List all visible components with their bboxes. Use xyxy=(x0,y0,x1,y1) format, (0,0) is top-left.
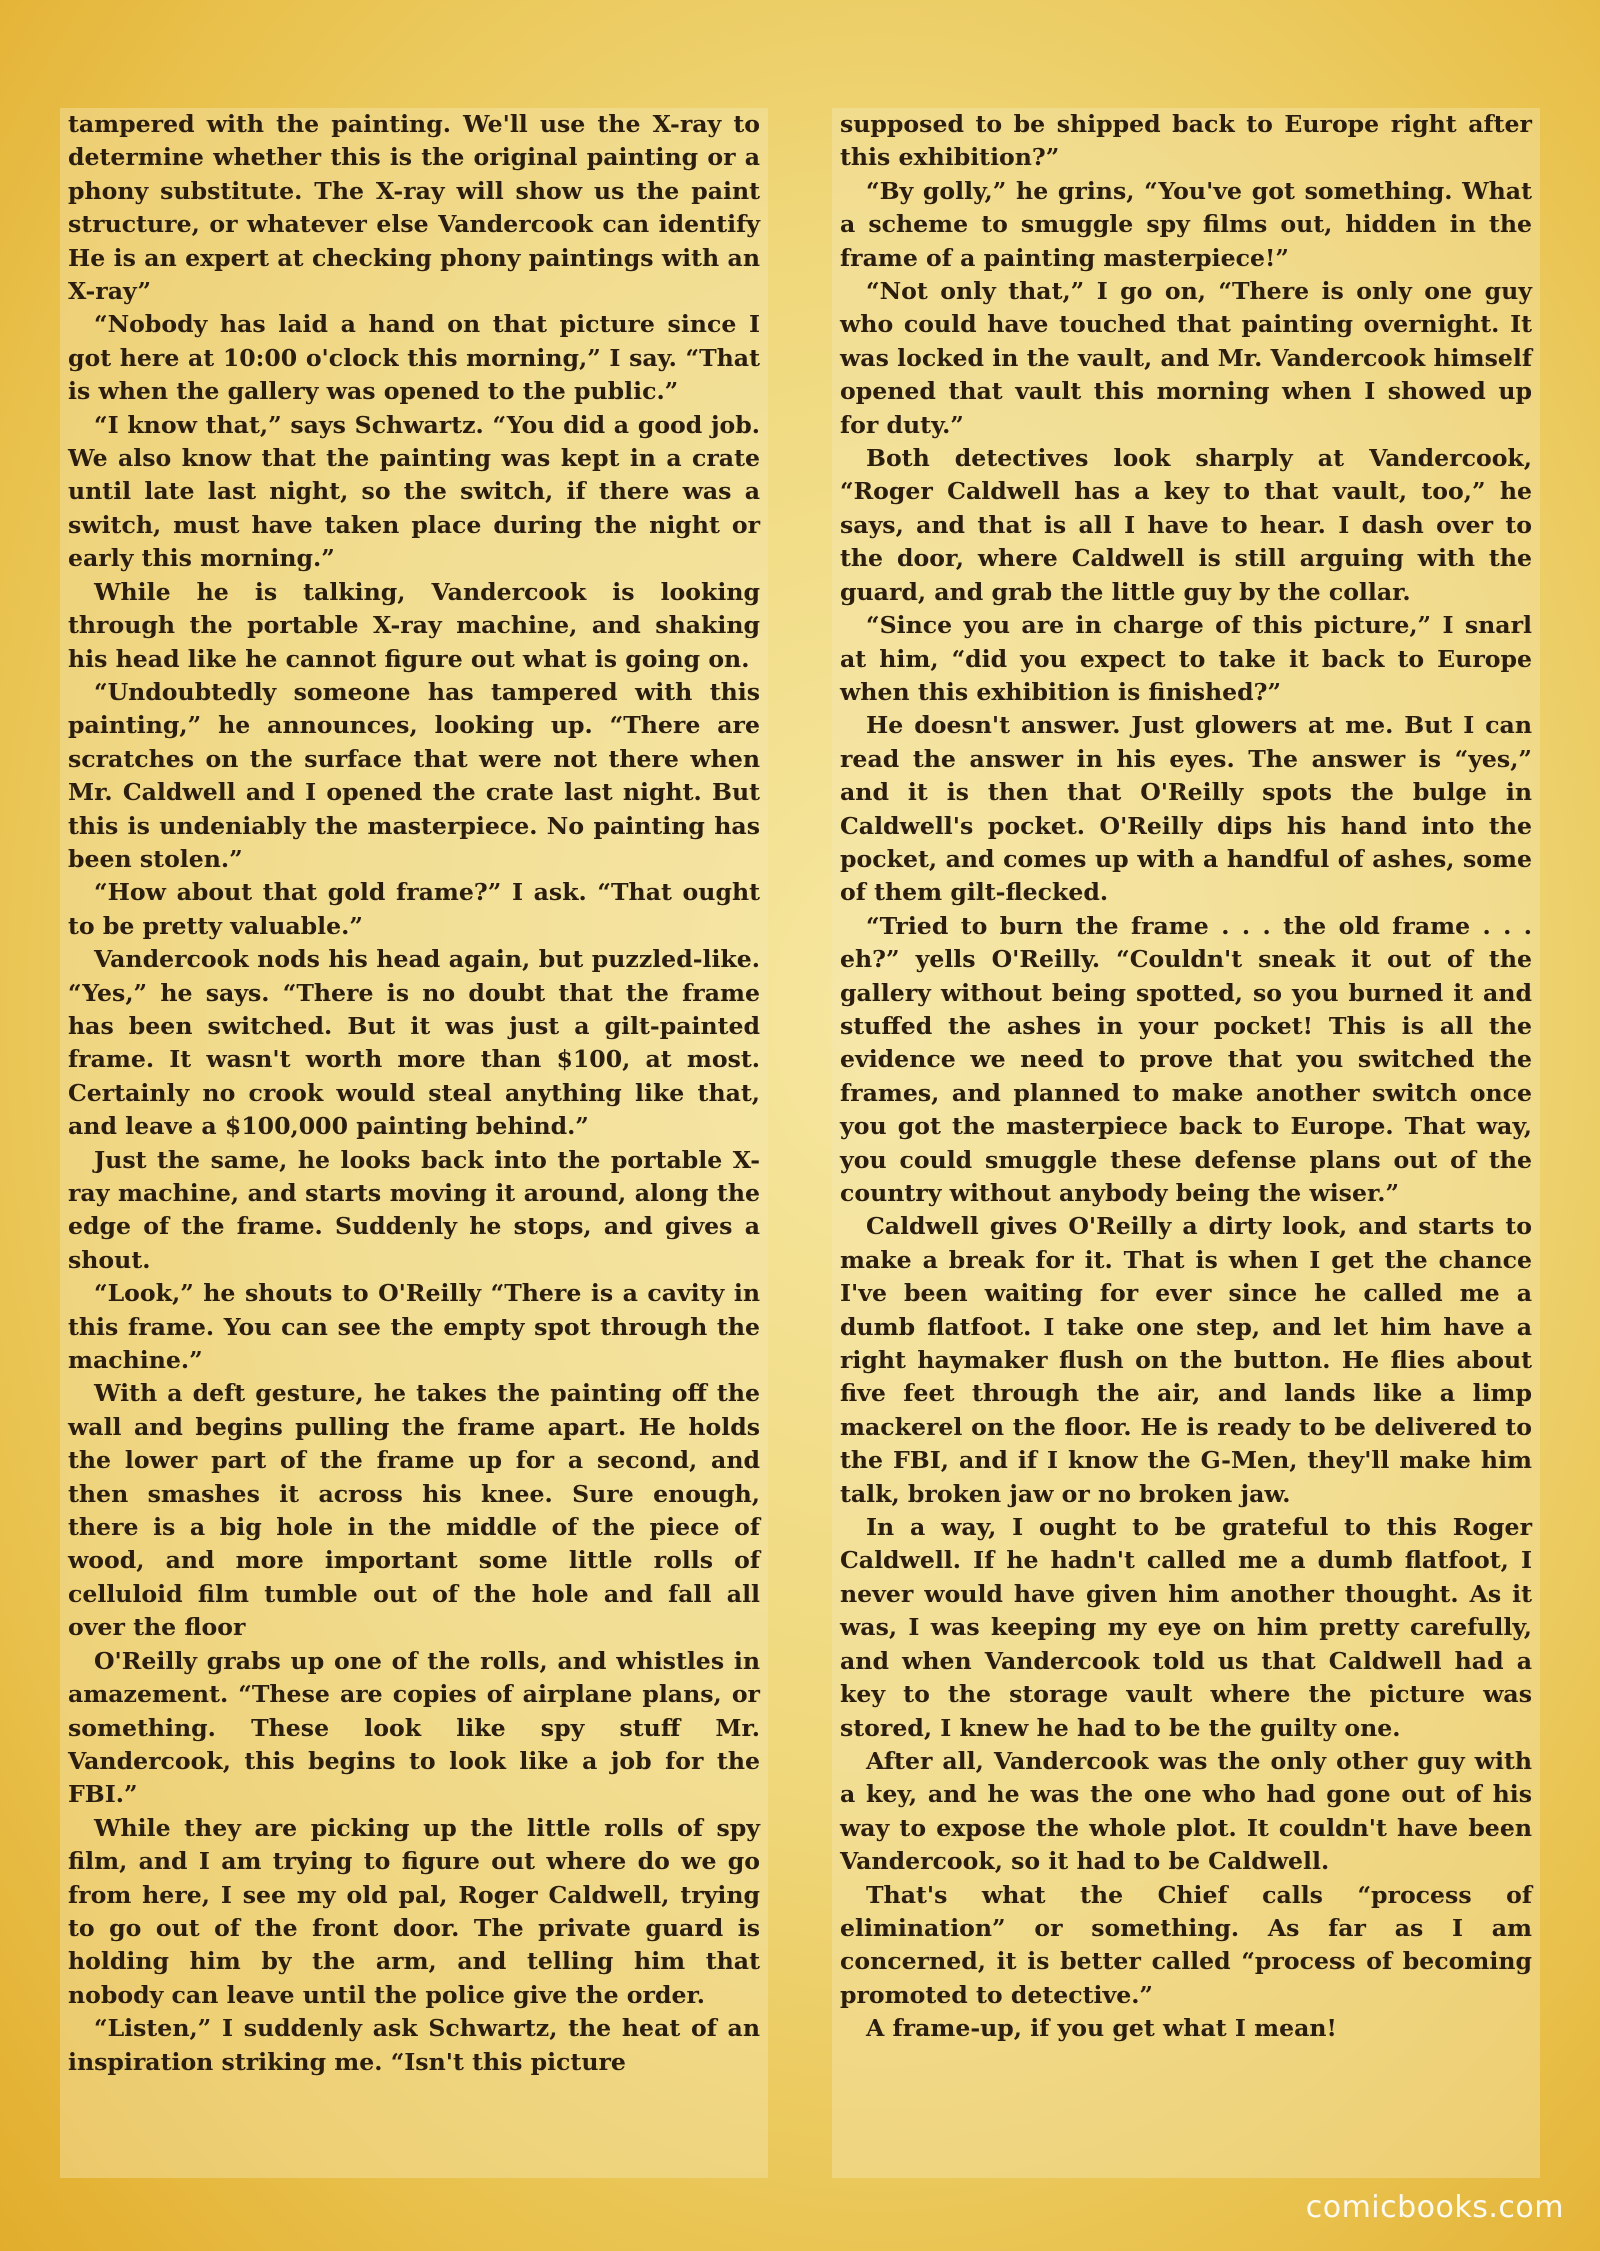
paragraph: While he is talking, Vandercook is looking through the portable X-ray machine, and shaking his head like he cannot figure out what is going on. xyxy=(68,577,760,673)
paragraph: He doesn't answer. Just glowers at me. But I can read the answer in his eyes. The answer is “yes,” and it is then that O'Reilly spots the bulge in Caldwell's pocket. O'Reilly dips his hand into the pocket, and comes up with a handful of ashes, some of them gilt-flecked. xyxy=(840,711,1532,907)
paragraph: Caldwell gives O'Reilly a dirty look, and starts to make a break for it. That is when I get the chance I've been waiting for ever since he called me a dumb flatfoot. I take one step, and let him have a right haymaker flush on the button. He flies about five feet through the air, and lands like a limp mackerel on the floor. He is ready to be delivered to the FBI, and if I know the G-Men, they'll make him talk, broken jaw or no broken jaw. xyxy=(840,1212,1532,1508)
paragraph: “By golly,” he grins, “You've got something. What a scheme to smuggle spy films out, hidden in the frame of a painting masterpiece!” xyxy=(840,176,1532,272)
paragraph: “Not only that,” I go on, “There is only one guy who could have touched that painting overnight. It was locked in the vault, and Mr. Vandercook himself opened that vault this morning when I showed up for duty.” xyxy=(840,277,1532,439)
paragraph: With a deft gesture, he takes the painting off the wall and begins pulling the frame apart. He holds the lower part of the frame up for a second, and then smashes it across his knee. Sure enough, there is a big hole in the middle of the piece of wood, and more important some little rolls of celluloid film tumble out of the hole and fall all over the floor xyxy=(68,1379,760,1642)
paragraph: supposed to be shipped back to Europe right after this exhibition?” xyxy=(840,110,1532,172)
paragraph: “I know that,” says Schwartz. “You did a good job. We also know that the painting was kept in a crate until late last night, so the switch, if there was a switch, must have taken place during the night or early this morning.” xyxy=(68,410,760,573)
left-column xyxy=(60,108,768,2178)
paragraph: In a way, I ought to be grateful to this Roger Caldwell. If he hadn't called me a dumb flatfoot, I never would have given him another thought. As it was, I was keeping my eye on him pretty carefully, and when Vandercook told us that Caldwell had a key to the storage vault where the picture was stored, I knew he had to be the guilty one. xyxy=(840,1513,1532,1742)
paragraph: Vandercook nods his head again, but puzzled-like. “Yes,” he says. “There is no doubt that the frame has been switched. But it was just a gilt-painted frame. It wasn't worth more than $100, at most. Certainly no crook would steal anything like that, and leave a $100,000 painting behind.” xyxy=(68,945,760,1141)
paragraph: “Undoubtedly someone has tampered with this painting,” he announces, looking up. “There are scratches on the surface that were not there when Mr. Caldwell and I opened the crate last night. But this is undeniably the masterpiece. No painting has been stolen.” xyxy=(68,677,760,873)
paragraph: “Look,” he shouts to O'Reilly “There is a cavity in this frame. You can see the empty spot through the machine.” xyxy=(68,1279,760,1375)
paragraph: “Nobody has laid a hand on that picture since I got here at 10:00 o'clock this morning,” I say. “That is when the gallery was opened to the public.” xyxy=(68,310,760,406)
paragraph: “Tried to burn the frame . . . the old frame . . . eh?” yells O'Reilly. “Couldn't sneak it out of the gallery without being spotted, so you burned it and stuffed the ashes in your pocket! This is all the evidence we need to prove that you switched the frames, and planned to make another switch once you got the masterpiece back to Europe. That way, you could smuggle these defense plans out of the country without anybody being the wiser.” xyxy=(840,911,1532,1207)
paragraph: While they are picking up the little rolls of spy film, and I am trying to figure out where do we go from here, I see my old pal, Roger Caldwell, trying to go out of the front door. The private guard is holding him by the arm, and telling him that nobody can leave until the police give the order. xyxy=(68,1813,760,2009)
story-page xyxy=(60,108,1560,2178)
paragraph: A frame-up, if you get what I mean! xyxy=(866,2014,1337,2043)
site-watermark: comicbooks.com xyxy=(1305,2190,1564,2225)
right-column xyxy=(832,108,1540,2178)
paragraph: Just the same, he looks back into the portable X-ray machine, and starts moving it around, along the edge of the frame. Suddenly he stops, and gives a shout. xyxy=(68,1145,760,1274)
paragraph: That's what the Chief calls “process of elimination” or something. As far as I am concerned, it is better called “process of becoming promoted to detective.” xyxy=(840,1880,1532,2009)
paragraph: After all, Vandercook was the only other guy with a key, and he was the one who had gone out of his way to expose the whole plot. It couldn't have been Vandercook, so it had to be Caldwell. xyxy=(840,1746,1532,1876)
paragraph: “Listen,” I suddenly ask Schwartz, the heat of an inspiration striking me. “Isn't this picture xyxy=(68,2014,760,2076)
paragraph: Both detectives look sharply at Vandercook, “Roger Caldwell has a key to that vault, too,” he says, and that is all I have to hear. I dash over to the door, where Caldwell is still arguing with the guard, and grab the little guy by the collar. xyxy=(840,444,1532,606)
paragraph: tampered with the painting. We'll use the X-ray to determine whether this is the original painting or a phony substitute. The X-ray will show us the paint structure, or whatever else Vandercook can identify He is an expert at checking phony paintings with an X-ray” xyxy=(68,110,760,306)
paragraph: “How about that gold frame?” I ask. “That ought to be pretty valuable.” xyxy=(68,878,760,940)
paragraph: “Since you are in charge of this picture,” I snarl at him, “did you expect to take it back to Europe when this exhibition is finished?” xyxy=(840,611,1532,706)
paragraph: O'Reilly grabs up one of the rolls, and whistles in amazement. “These are copies of airplane plans, or something. These look like spy stuff Mr. Vandercook, this begins to look like a job for the FBI.” xyxy=(68,1646,760,1809)
